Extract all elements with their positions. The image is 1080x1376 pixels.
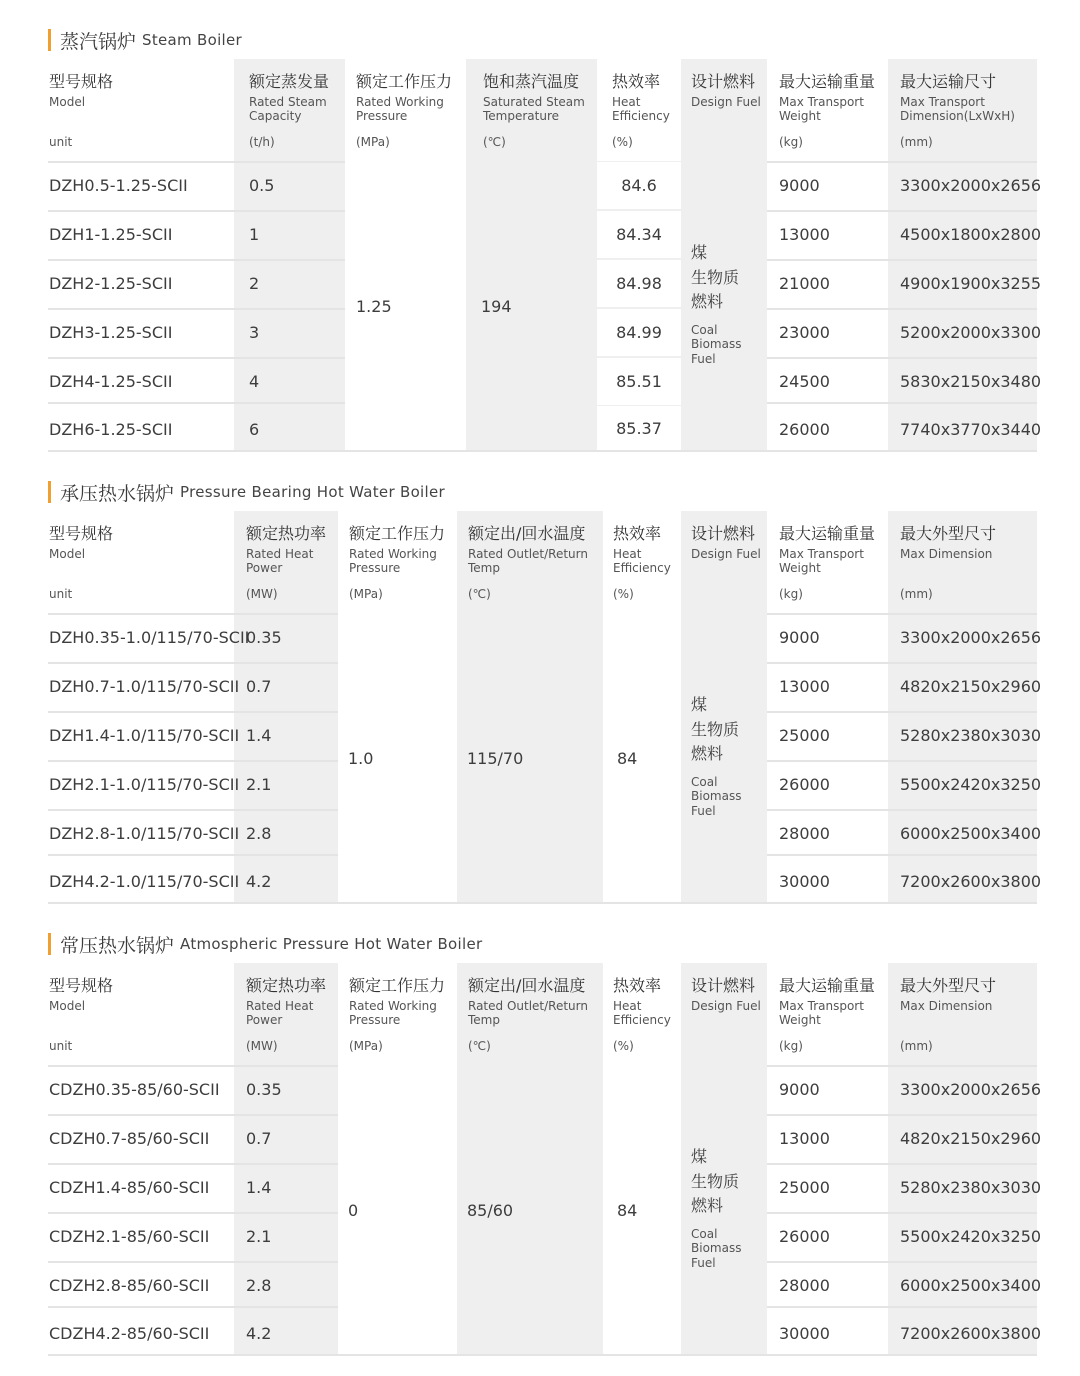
cell-weight: 30000 — [779, 872, 830, 891]
cell-weight: 23000 — [779, 323, 830, 342]
header-fuel: 设计燃料 Design Fuel — [691, 524, 761, 561]
section-pressure-hot-water-boiler — [0, 452, 1080, 912]
cell-heat-power: 2.1 — [246, 1227, 272, 1246]
cell-heat-power: 1.4 — [246, 726, 272, 745]
header-dimension: 最大运输尺寸 Max Transport Dimension(LxWxH) (mm) — [900, 72, 1015, 149]
cell-model: DZH0.35-1.0/115/70-SCII — [49, 628, 250, 647]
cell-heat-power: 4.2 — [246, 872, 272, 891]
cell-dimension: 6000x2500x3400 — [900, 824, 1042, 843]
cell-weight: 21000 — [779, 274, 830, 293]
cell-heat-power: 0.35 — [246, 628, 282, 647]
cell-weight: 13000 — [779, 1129, 830, 1148]
cell-dimension: 3300x2000x2656 — [900, 628, 1042, 647]
cell-dimension: 7200x2600x3800 — [900, 872, 1042, 891]
cell-heat-power: 0.35 — [246, 1080, 282, 1099]
header-model: 型号规格 Model unit — [49, 72, 114, 149]
section-title-cn: 常压热水锅炉 — [60, 934, 175, 957]
cell-model: DZH6-1.25-SCII — [49, 420, 173, 439]
merged-efficiency: 84 — [617, 1201, 638, 1220]
merged-temperature: 115/70 — [467, 749, 524, 768]
cell-efficiency: 85.51 — [597, 358, 681, 405]
cell-dimension: 3300x2000x2656 — [900, 1080, 1042, 1099]
cell-dimension: 4500x1800x2800 — [900, 225, 1042, 244]
cell-weight: 26000 — [779, 1227, 830, 1246]
cell-dimension: 5200x2000x3300 — [900, 323, 1042, 342]
cell-weight: 13000 — [779, 225, 830, 244]
cell-capacity: 0.5 — [249, 176, 275, 195]
section-title — [48, 28, 242, 52]
cell-weight: 25000 — [779, 726, 830, 745]
cell-model: CDZH4.2-85/60-SCII — [49, 1324, 210, 1343]
cell-weight: 25000 — [779, 1178, 830, 1197]
cell-dimension: 4900x1900x3255 — [900, 274, 1042, 293]
cell-weight: 9000 — [779, 1080, 820, 1099]
cell-weight: 24500 — [779, 372, 830, 391]
section-title-cn: 蒸汽锅炉 — [60, 30, 137, 53]
cell-dimension: 4820x2150x2960 — [900, 677, 1042, 696]
section-atmospheric-hot-water-boiler — [0, 904, 1080, 1376]
header-fuel: 设计燃料 Design Fuel — [691, 976, 761, 1013]
header-capacity: 额定蒸发量 Rated Steam Capacity (t/h) — [249, 72, 330, 149]
merged-pressure: 1.0 — [348, 749, 374, 768]
cell-model: DZH1.4-1.0/115/70-SCII — [49, 726, 240, 745]
cell-model: CDZH0.7-85/60-SCII — [49, 1129, 210, 1148]
accent-bar — [48, 933, 51, 955]
cell-dimension: 3300x2000x2656 — [900, 176, 1042, 195]
cell-efficiency: 85.37 — [597, 406, 681, 450]
cell-dimension: 5830x2150x3480 — [900, 372, 1042, 391]
cell-capacity: 2 — [249, 274, 260, 293]
cell-efficiency: 84.34 — [597, 211, 681, 258]
cell-heat-power: 2.8 — [246, 824, 272, 843]
header-weight: 最大运输重量 Max Transport Weight (kg) — [779, 976, 876, 1053]
header-pressure: 额定工作压力 Rated Working Pressure (MPa) — [349, 976, 446, 1053]
cell-weight: 30000 — [779, 1324, 830, 1343]
section-steam-boiler — [0, 0, 1080, 460]
cell-heat-power: 2.1 — [246, 775, 272, 794]
section-title-en: Atmospheric Pressure Hot Water Boiler — [180, 935, 483, 953]
accent-bar — [48, 29, 51, 51]
cell-capacity: 1 — [249, 225, 260, 244]
header-dimension: 最大外型尺寸 Max Dimension (mm) — [900, 524, 997, 601]
header-pressure: 额定工作压力 Rated Working Pressure (MPa) — [356, 72, 453, 149]
header-dimension: 最大外型尺寸 Max Dimension (mm) — [900, 976, 997, 1053]
spec-table — [48, 511, 1042, 904]
merged-fuel: 煤 生物质 燃料 Coal Biomass Fuel — [691, 1147, 742, 1270]
cell-dimension: 7200x2600x3800 — [900, 1324, 1042, 1343]
cell-model: DZH3-1.25-SCII — [49, 323, 173, 342]
cell-model: DZH0.5-1.25-SCII — [49, 176, 188, 195]
cell-heat-power: 0.7 — [246, 677, 272, 696]
cell-model: DZH2.1-1.0/115/70-SCII — [49, 775, 240, 794]
cell-capacity: 3 — [249, 323, 260, 342]
cell-heat-power: 2.8 — [246, 1276, 272, 1295]
merged-pressure: 1.25 — [356, 297, 392, 316]
cell-efficiency: 84.6 — [597, 162, 681, 209]
cell-model: CDZH2.8-85/60-SCII — [49, 1276, 210, 1295]
header-heat-power: 额定热功率 Rated Heat Power (MW) — [246, 524, 327, 601]
section-title-cn: 承压热水锅炉 — [60, 482, 175, 505]
accent-bar — [48, 481, 51, 503]
header-heat-power: 额定热功率 Rated Heat Power (MW) — [246, 976, 327, 1053]
cell-weight: 28000 — [779, 1276, 830, 1295]
cell-weight: 9000 — [779, 628, 820, 647]
merged-temperature: 194 — [481, 297, 512, 316]
cell-dimension: 5500x2420x3250 — [900, 775, 1042, 794]
cell-heat-power: 4.2 — [246, 1324, 272, 1343]
header-efficiency: 热效率 Heat Efficiency (%) — [597, 59, 681, 161]
merged-fuel: 煤 生物质 燃料 Coal Biomass Fuel — [691, 695, 742, 818]
header-efficiency: 热效率 Heat Efficiency (%) — [613, 976, 671, 1053]
spec-table — [48, 59, 1042, 452]
cell-efficiency: 84.99 — [597, 309, 681, 356]
cell-model: CDZH1.4-85/60-SCII — [49, 1178, 210, 1197]
cell-dimension: 6000x2500x3400 — [900, 1276, 1042, 1295]
cell-model: CDZH2.1-85/60-SCII — [49, 1227, 210, 1246]
cell-dimension: 5500x2420x3250 — [900, 1227, 1042, 1246]
cell-model: DZH2.8-1.0/115/70-SCII — [49, 824, 240, 843]
cell-model: DZH2-1.25-SCII — [49, 274, 173, 293]
cell-weight: 26000 — [779, 420, 830, 439]
cell-capacity: 6 — [249, 420, 260, 439]
cell-model: DZH1-1.25-SCII — [49, 225, 173, 244]
spec-table — [48, 963, 1042, 1356]
section-title-en: Pressure Bearing Hot Water Boiler — [180, 483, 445, 501]
header-temperature: 额定出/回水温度 Rated Outlet/Return Temp (℃) — [468, 976, 588, 1053]
cell-model: DZH4.2-1.0/115/70-SCII — [49, 872, 240, 891]
cell-model: DZH0.7-1.0/115/70-SCII — [49, 677, 240, 696]
cell-dimension: 4820x2150x2960 — [900, 1129, 1042, 1148]
section-title-en: Steam Boiler — [142, 31, 243, 49]
section-title — [48, 480, 445, 504]
cell-heat-power: 1.4 — [246, 1178, 272, 1197]
header-pressure: 额定工作压力 Rated Working Pressure (MPa) — [349, 524, 446, 601]
cell-dimension: 5280x2380x3030 — [900, 726, 1042, 745]
cell-weight: 26000 — [779, 775, 830, 794]
cell-dimension: 5280x2380x3030 — [900, 1178, 1042, 1197]
section-title — [48, 932, 482, 956]
merged-efficiency: 84 — [617, 749, 638, 768]
header-model: 型号规格 Model unit — [49, 524, 114, 601]
header-efficiency: 热效率 Heat Efficiency (%) — [613, 524, 671, 601]
cell-weight: 13000 — [779, 677, 830, 696]
header-fuel: 设计燃料 Design Fuel — [691, 72, 761, 109]
header-temperature: 饱和蒸汽温度 Saturated Steam Temperature (℃) — [483, 72, 585, 149]
cell-weight: 28000 — [779, 824, 830, 843]
merged-fuel: 煤 生物质 燃料 Coal Biomass Fuel — [691, 243, 742, 366]
cell-efficiency: 84.98 — [597, 260, 681, 307]
header-temperature: 额定出/回水温度 Rated Outlet/Return Temp (℃) — [468, 524, 588, 601]
merged-temperature: 85/60 — [467, 1201, 514, 1220]
cell-weight: 9000 — [779, 176, 820, 195]
header-model: 型号规格 Model unit — [49, 976, 114, 1053]
merged-pressure: 0 — [348, 1201, 359, 1220]
cell-dimension: 7740x3770x3440 — [900, 420, 1042, 439]
cell-model: CDZH0.35-85/60-SCII — [49, 1080, 220, 1099]
cell-capacity: 4 — [249, 372, 260, 391]
header-weight: 最大运输重量 Max Transport Weight (kg) — [779, 72, 876, 149]
header-weight: 最大运输重量 Max Transport Weight (kg) — [779, 524, 876, 601]
cell-heat-power: 0.7 — [246, 1129, 272, 1148]
cell-model: DZH4-1.25-SCII — [49, 372, 173, 391]
